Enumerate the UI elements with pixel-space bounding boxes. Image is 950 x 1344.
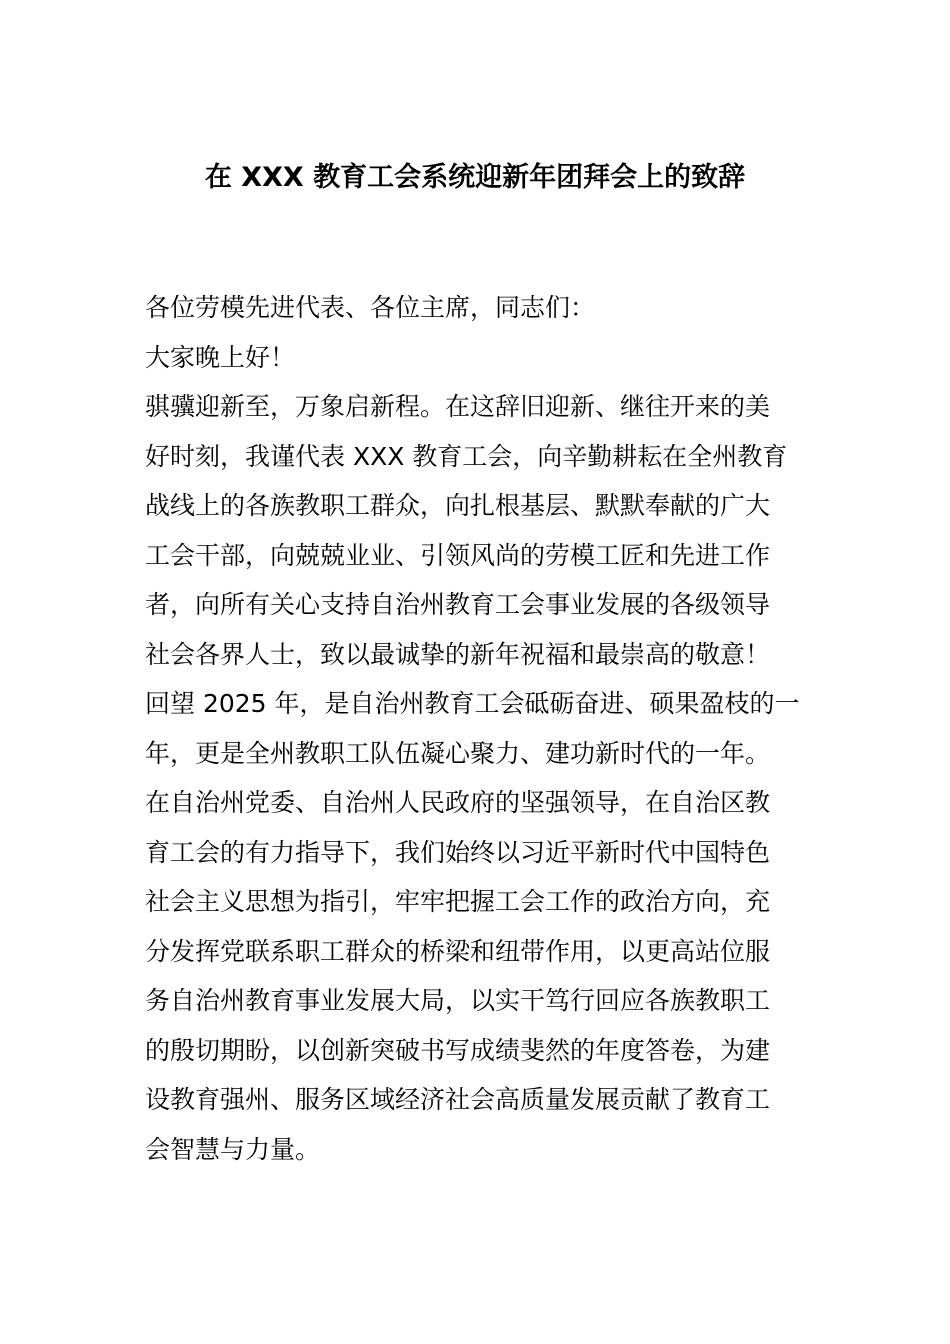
body-line: 大家晚上好！	[145, 342, 296, 372]
body-line: 骐骥迎新至，万象启新程。在这辞旧迎新、继往开来的美	[145, 392, 771, 421]
body-line: 会智慧与力量。	[145, 1134, 321, 1164]
body-line: 回望 2025 年，是自治州教育工会砥砺奋进、硕果盈枝的一	[145, 689, 800, 718]
body-line: 各位劳模先进代表、各位主席，同志们：	[145, 293, 596, 322]
body-line: 的殷切期盼，以创新突破书写成绩斐然的年度答卷，为建	[145, 1035, 771, 1065]
body-line: 育工会的有力指导下，我们始终以习近平新时代中国特色	[145, 837, 771, 867]
body-line: 务自治州教育事业发展大局，以实干笃行回应各族教职工	[145, 986, 771, 1015]
document-title: 在 XXX 教育工会系统迎新年团拜会上的致辞	[204, 162, 746, 193]
body-line: 战线上的各族教职工群众，向扎根基层、默默奉献的广大	[145, 491, 771, 520]
body-line: 设教育强州、服务区域经济社会高质量发展贡献了教育工	[145, 1085, 771, 1114]
body-line: 工会干部，向兢兢业业、引领风尚的劳模工匠和先进工作	[145, 540, 771, 570]
document-body	[145, 283, 815, 1174]
body-line: 者，向所有关心支持自治州教育工会事业发展的各级领导	[145, 590, 771, 619]
body-line: 年，更是全州教职工队伍凝心聚力、建功新时代的一年。	[145, 738, 771, 768]
body-line: 分发挥党联系职工群众的桥梁和纽带作用，以更高站位服	[145, 936, 771, 966]
body-line: 社会各界人士，致以最诚挚的新年祝福和最崇高的敬意！	[145, 639, 771, 669]
body-line: 好时刻，我谨代表 XXX 教育工会，向辛勤耕耘在全州教育	[145, 441, 788, 471]
body-line: 社会主义思想为指引，牢牢把握工会工作的政治方向，充	[145, 887, 771, 916]
body-line: 在自治州党委、自治州人民政府的坚强领导，在自治区教	[145, 788, 771, 817]
